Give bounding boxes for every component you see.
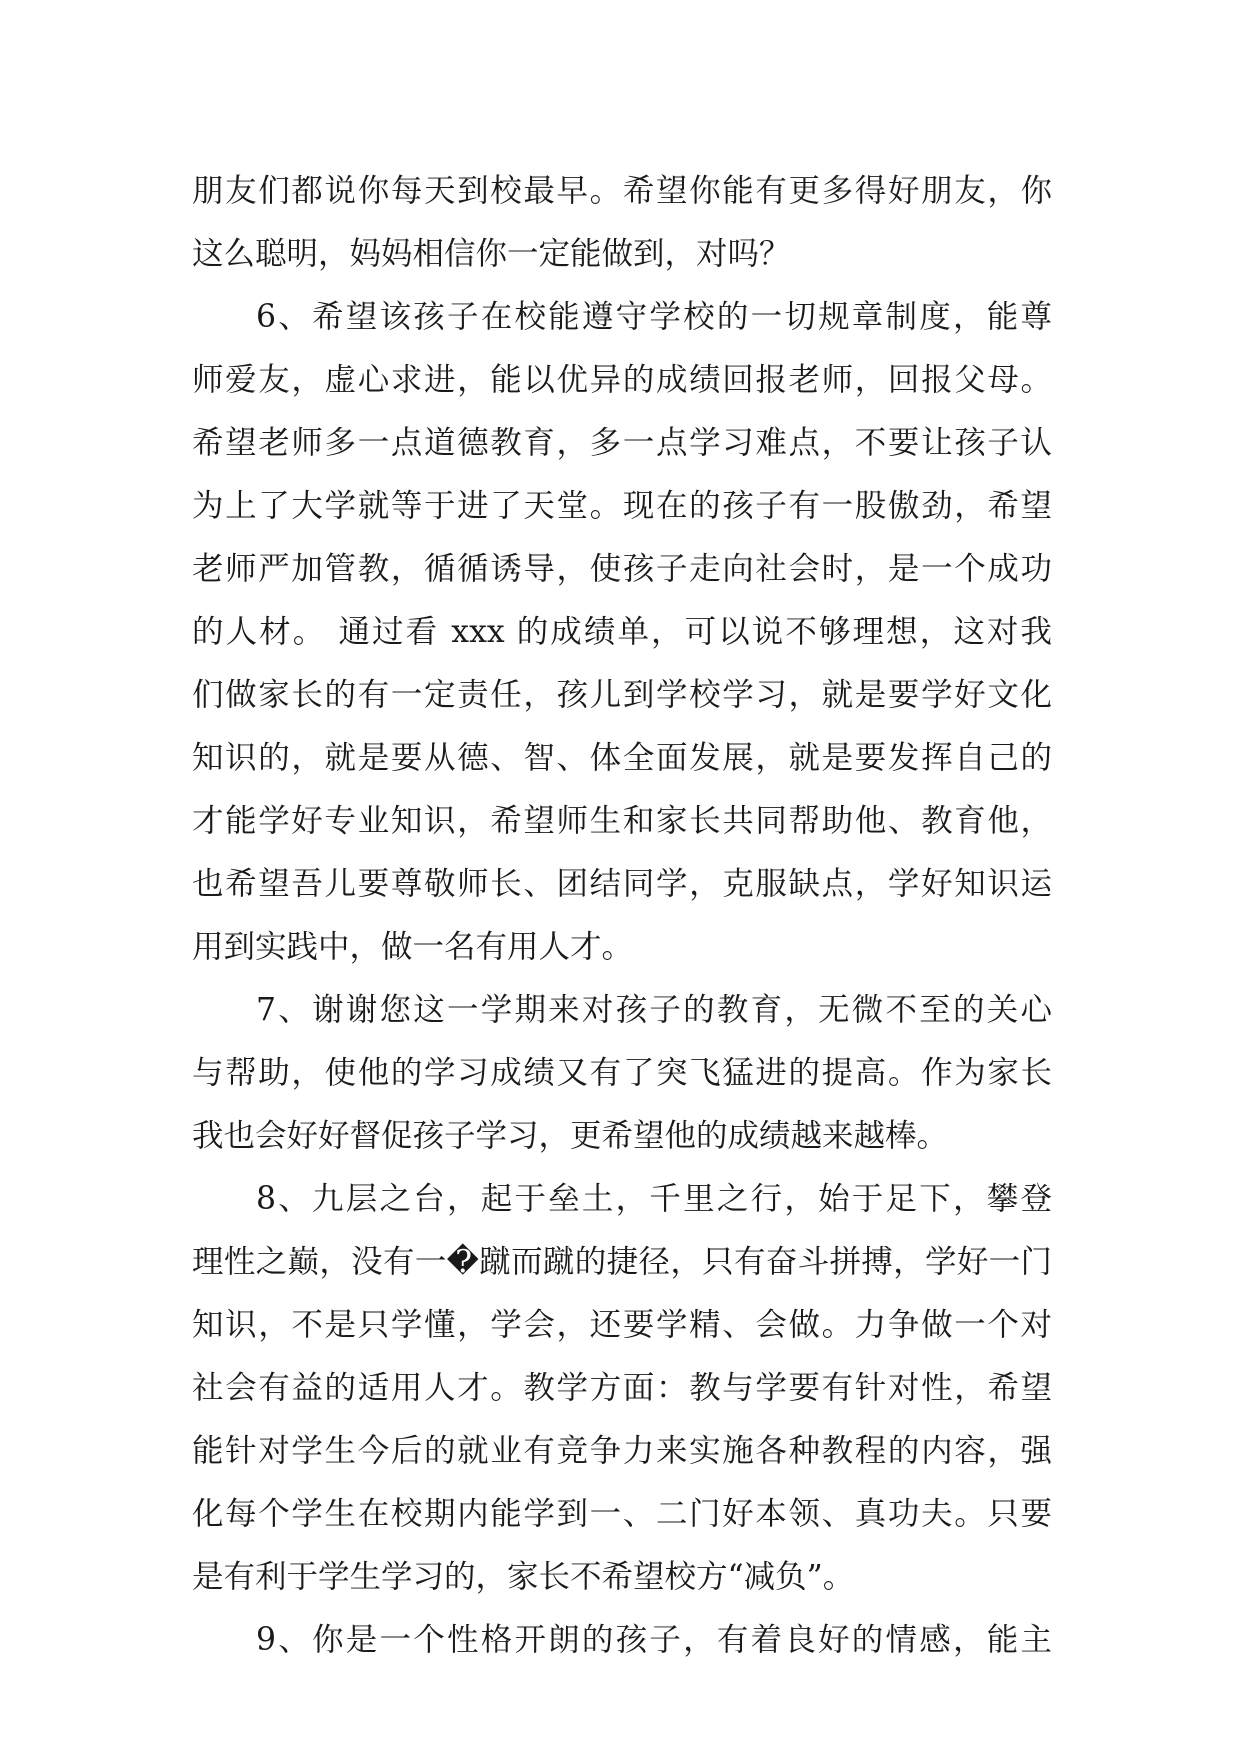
text-line: 社会有益的适用人才。教学方面：教与学要有针对性，希望	[192, 1370, 1052, 1406]
text-line: 是有利于学生学习的，家长不希望校方“减负”。	[192, 1559, 855, 1595]
text-line: 才能学好专业知识，希望师生和家长共同帮助他、教育他，	[192, 803, 1052, 839]
text-line: 师爱友，虚心求进，能以优异的成绩回报老师，回报父母。	[192, 362, 1052, 398]
paragraph-start-8: 8、九层之台，起于垒土，千里之行，始于足下，攀登	[256, 1181, 1052, 1217]
text-line: 用到实践中，做一名有用人才。	[192, 929, 634, 965]
text-line: 的人材。 通过看 xxx 的成绩单，可以说不够理想，这对我	[192, 614, 1052, 650]
text-line: 化每个学生在校期内能学到一、二门好本领、真功夫。只要	[192, 1496, 1052, 1532]
text-line: 理性之巅，没有一�蹴而蹴的捷径，只有奋斗拼搏，学好一门	[192, 1244, 1052, 1280]
text-line: 知识的，就是要从德、智、体全面发展，就是要发挥自己的	[192, 740, 1052, 776]
paragraph-start-9: 9、你是一个性格开朗的孩子，有着良好的情感，能主	[256, 1622, 1052, 1658]
document-body	[192, 160, 1052, 1672]
text-line: 为上了大学就等于进了天堂。现在的孩子有一股傲劲，希望	[192, 488, 1052, 524]
text-line: 希望老师多一点道德教育，多一点学习难点，不要让孩子认	[192, 425, 1052, 461]
text-line: 与帮助，使他的学习成绩又有了突飞猛进的提高。作为家长	[192, 1055, 1052, 1091]
text-line: 我也会好好督促孩子学习，更希望他的成绩越来越棒。	[192, 1118, 949, 1154]
text-line: 这么聪明，妈妈相信你一定能做到，对吗？	[192, 236, 791, 272]
text-line: 知识，不是只学懂，学会，还要学精、会做。力争做一个对	[192, 1307, 1052, 1343]
text-line: 朋友们都说你每天到校最早。希望你能有更多得好朋友，你	[192, 173, 1052, 209]
text-line: 们做家长的有一定责任，孩儿到学校学习，就是要学好文化	[192, 677, 1052, 713]
paragraph-start-6: 6、希望该孩子在校能遵守学校的一切规章制度，能尊	[256, 299, 1052, 335]
paragraph-start-7: 7、谢谢您这一学期来对孩子的教育，无微不至的关心	[256, 992, 1052, 1028]
text-line: 老师严加管教，循循诱导，使孩子走向社会时，是一个成功	[192, 551, 1052, 587]
text-line: 也希望吾儿要尊敬师长、团结同学，克服缺点，学好知识运	[192, 866, 1052, 902]
text-line: 能针对学生今后的就业有竞争力来实施各种教程的内容，强	[192, 1433, 1052, 1469]
